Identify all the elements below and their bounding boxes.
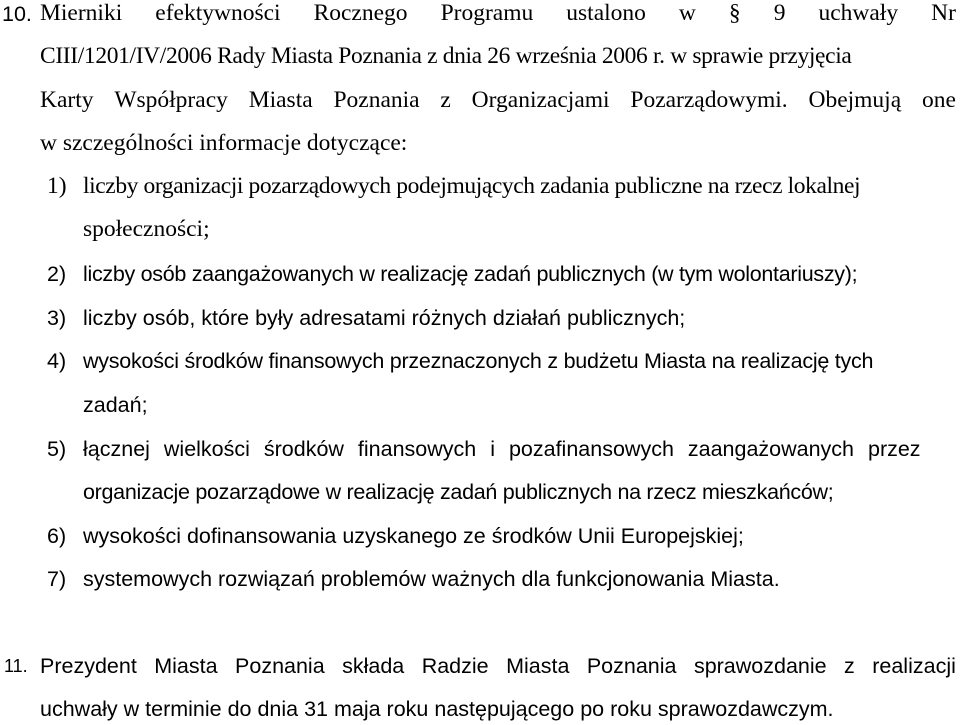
- word: Poznania: [586, 654, 677, 678]
- word: Poznania: [235, 654, 325, 678]
- item-10-line-1: [40, 0, 956, 27]
- subitem-2-line-1: liczby osób zaangażowanych w realizację zadań publicznych (w tym wolontariuszy);: [83, 262, 858, 286]
- item-11-number: 11.: [4, 656, 28, 676]
- subitem-7-line-1: systemowych rozwiązań problemów ważnych dla funkcjonowania Miasta.: [83, 567, 780, 591]
- word: Mierniki: [40, 0, 123, 26]
- word: Prezydent: [40, 654, 137, 678]
- subitem-2-number: 2): [47, 262, 67, 286]
- item-10-number: 10.: [2, 2, 32, 26]
- subitem-3-number: 3): [47, 306, 67, 330]
- item-11-line-2: uchwały w terminie do dnia 31 maja roku następującego po roku sprawozdawczym.: [40, 697, 834, 721]
- word: realizacji: [872, 654, 956, 678]
- word: z: [440, 87, 451, 113]
- word: składa: [342, 654, 405, 678]
- word: Miasta: [506, 654, 570, 678]
- word: Karty: [40, 87, 94, 113]
- word: Poznania: [333, 87, 420, 113]
- word: Radzie: [421, 654, 489, 678]
- subitem-1-number: 1): [47, 173, 67, 199]
- item-10-line-4: w szczególności informacje dotyczące:: [40, 130, 408, 156]
- word: Obejmują: [808, 87, 902, 113]
- item-10-line-3: [40, 86, 956, 114]
- word: Miasta: [154, 654, 218, 678]
- word: sprawozdanie: [693, 654, 827, 678]
- subitem-1-line-2: społeczności;: [83, 216, 210, 242]
- word: uchwały: [818, 0, 899, 26]
- subitem-5-number: 5): [47, 437, 67, 461]
- subitem-1-line-1: liczby organizacji pozarządowych podejmujących zadania publiczne na rzecz lokalnej: [83, 173, 861, 199]
- subitem-7-number: 7): [47, 567, 67, 591]
- word: 9: [773, 0, 786, 26]
- word: ustalono: [566, 0, 646, 26]
- word: Pozarządowymi.: [630, 87, 788, 113]
- section-sign: §: [728, 0, 741, 26]
- subitem-4-line-1: wysokości środków finansowych przeznaczonych z budżetu Miasta na realizację tych: [83, 349, 874, 373]
- word: efektywności: [155, 0, 281, 26]
- word: w: [678, 0, 696, 26]
- word: Rocznego: [313, 0, 408, 26]
- subitem-6-line-1: wysokości dofinansowania uzyskanego ze środków Unii Europejskiej;: [83, 524, 744, 548]
- word: Organizacjami: [471, 87, 610, 113]
- item-11-line-1: [40, 652, 956, 680]
- item-10-line-2: CIII/1201/IV/2006 Rady Miasta Poznania z dnia 26 września 2006 r. w sprawie przyjęcia: [40, 43, 852, 69]
- word: Współpracy: [114, 87, 228, 113]
- word: one: [921, 87, 956, 113]
- word: Nr: [931, 0, 956, 26]
- word: Miasta: [248, 87, 313, 113]
- subitem-6-number: 6): [47, 524, 67, 548]
- word: Programu: [440, 0, 534, 26]
- subitem-5-line-2: organizacje pozarządowe w realizację zadań publicznych na rzecz mieszkańców;: [83, 480, 834, 504]
- subitem-3-line-1: liczby osób, które były adresatami różnych działań publicznych;: [83, 306, 686, 330]
- subitem-4-number: 4): [47, 349, 67, 373]
- word: z: [844, 654, 855, 678]
- subitem-5-line-1: łącznej wielkości środków finansowych i pozafinansowych zaangażowanych przez: [83, 437, 921, 461]
- subitem-4-line-2: zadań;: [83, 393, 148, 417]
